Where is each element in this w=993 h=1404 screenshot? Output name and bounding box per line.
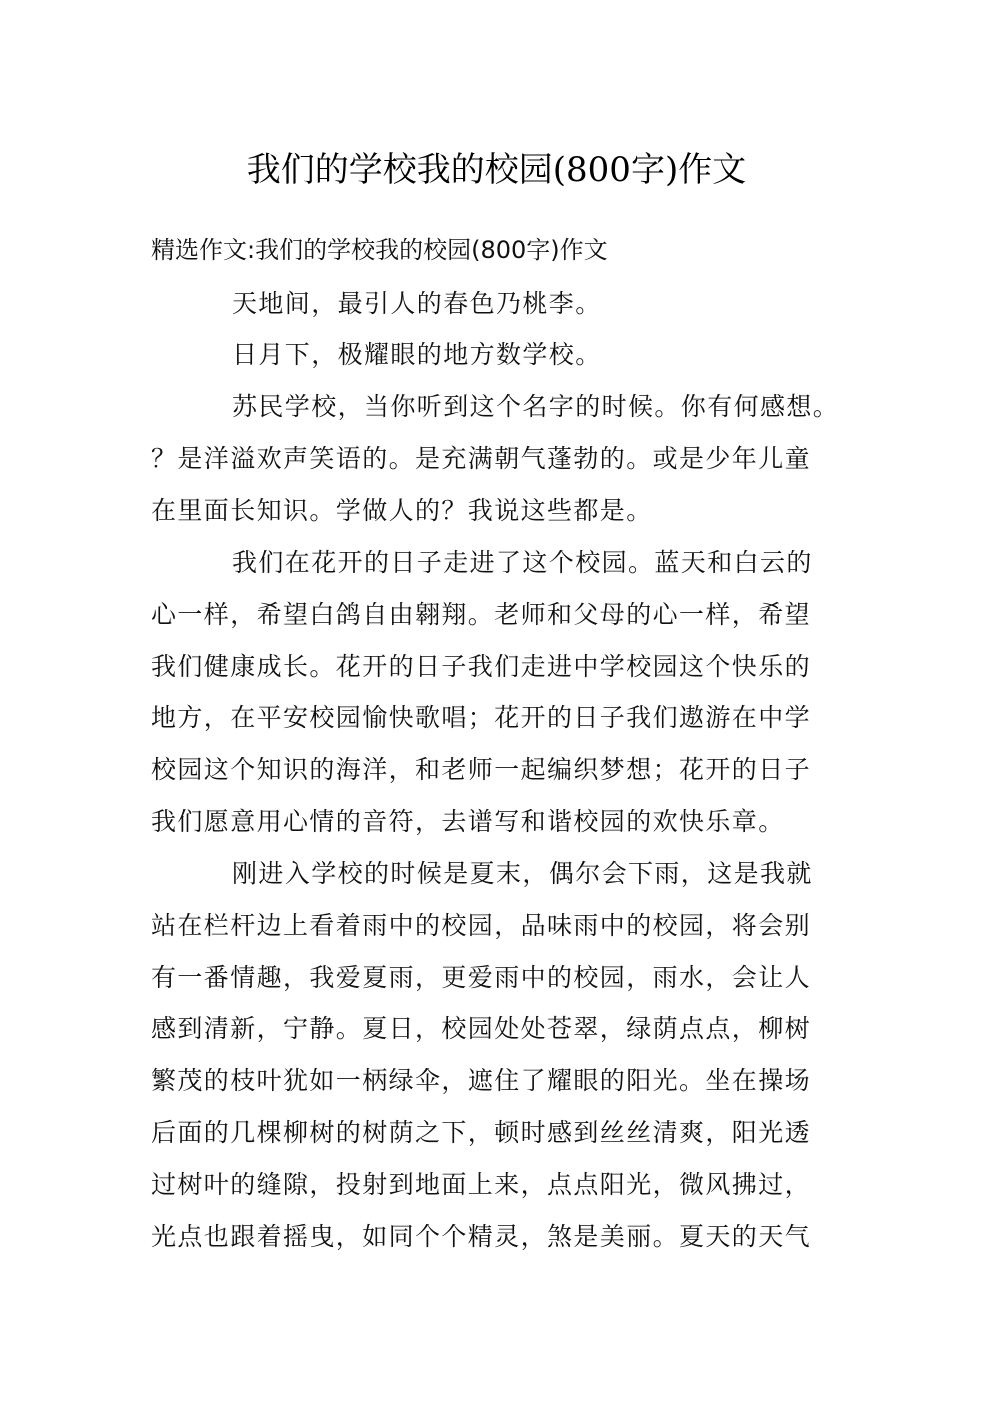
paragraph-line: 刚进入学校的时候是夏末，偶尔会下雨，这是我就 <box>232 859 813 888</box>
paragraph-line: 后面的几棵柳树的树荫之下，顿时感到丝丝清爽，阳光透 <box>151 1118 812 1147</box>
paragraph-line: 感到清新，宁静。夏日，校园处处苍翠，绿荫点点，柳树 <box>151 1014 812 1043</box>
paragraph-line: 有一番情趣，我爱夏雨，更爱雨中的校园，雨水，会让人 <box>151 963 812 992</box>
paragraph-line: 苏民学校，当你听到这个名字的时候。你有何感想。 <box>232 392 840 421</box>
paragraph-line: 过树叶的缝隙，投射到地面上来，点点阳光，微风拂过， <box>151 1170 812 1199</box>
paragraph-line: 在里面长知识。学做人的？我说这些都是。 <box>151 496 653 525</box>
paragraph-line: 心一样，希望白鸽自由翱翔。老师和父母的心一样，希望 <box>151 600 812 629</box>
paragraph-line: 站在栏杆边上看着雨中的校园，品味雨中的校园，将会别 <box>151 911 812 940</box>
document-title: 我们的学校我的校园(800字)作文 <box>246 149 747 190</box>
paragraph-line: 繁茂的枝叶犹如一柄绿伞，遮住了耀眼的阳光。坐在操场 <box>151 1066 812 1095</box>
paragraph-line: 我们愿意用心情的音符，去谱写和谐校园的欢快乐章。 <box>151 807 785 836</box>
paragraph-line: 地方，在平安校园愉快歌唱；花开的日子我们遨游在中学 <box>151 703 812 732</box>
paragraph-line: 校园这个知识的海洋，和老师一起编织梦想；花开的日子 <box>151 755 812 784</box>
paragraph-line: 我们健康成长。花开的日子我们走进中学校园这个快乐的 <box>151 652 812 681</box>
paragraph-line: 天地间，最引人的春色乃桃李。 <box>232 289 602 318</box>
paragraph-line: 日月下，极耀眼的地方数学校。 <box>232 340 602 369</box>
paragraph-line: 光点也跟着摇曳，如同个个精灵，煞是美丽。夏天的天气 <box>151 1222 812 1251</box>
paragraph-line: 我们在花开的日子走进了这个校园。蓝天和白云的 <box>232 548 813 577</box>
document-subtitle: 精选作文:我们的学校我的校园(800字)作文 <box>151 236 608 264</box>
paragraph-line: ？是洋溢欢声笑语的。是充满朝气蓬勃的。或是少年儿童 <box>151 444 812 473</box>
